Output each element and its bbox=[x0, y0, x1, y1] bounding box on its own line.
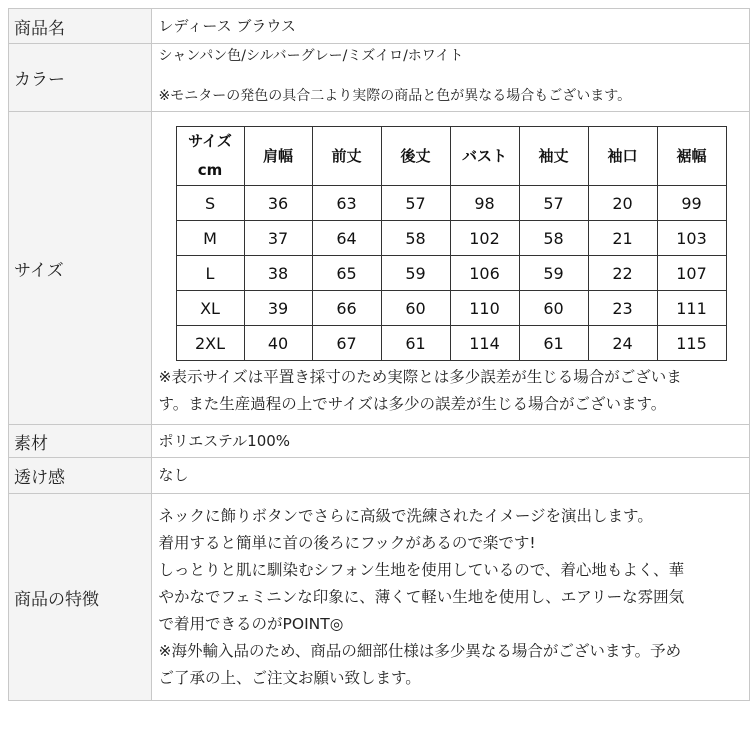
size-chart-size-cell: M bbox=[176, 221, 244, 256]
feature-line: ネックに飾りボタンでさらに高級で洗練されたイメージを演出します。 bbox=[158, 506, 653, 525]
spec-row-features bbox=[9, 494, 750, 701]
size-chart-header-cell: 後丈 bbox=[381, 127, 450, 186]
size-chart-value-cell: 115 bbox=[657, 326, 726, 361]
feature-line: で着用できるのがPOINT◎ bbox=[158, 614, 344, 633]
size-chart-row bbox=[176, 256, 726, 291]
size-chart-size-cell: 2XL bbox=[176, 326, 244, 361]
size-chart-row bbox=[176, 186, 726, 221]
size-chart-value-cell: 21 bbox=[588, 221, 657, 256]
size-chart-value-cell: 111 bbox=[657, 291, 726, 326]
size-chart-value-cell: 60 bbox=[381, 291, 450, 326]
size-chart-value-cell: 58 bbox=[381, 221, 450, 256]
size-chart-value-cell: 114 bbox=[450, 326, 519, 361]
size-chart-row bbox=[176, 326, 726, 361]
size-chart-value-cell: 57 bbox=[519, 186, 588, 221]
size-chart-value-cell: 65 bbox=[312, 256, 381, 291]
spec-row-material bbox=[9, 425, 750, 458]
feature-line: ※海外輸入品のため、商品の細部仕様は多少異なる場合がございます。予め bbox=[158, 641, 682, 660]
size-chart-value-cell: 36 bbox=[244, 186, 312, 221]
size-chart-value-cell: 59 bbox=[519, 256, 588, 291]
material-label: 素材 bbox=[9, 425, 152, 458]
size-chart-row bbox=[176, 221, 726, 256]
size-chart-value-cell: 98 bbox=[450, 186, 519, 221]
color-cell bbox=[159, 44, 749, 110]
product-name-label: 商品名 bbox=[9, 9, 152, 44]
size-chart-value-cell: 107 bbox=[657, 256, 726, 291]
size-chart-header-cell: 裾幅 bbox=[657, 127, 726, 186]
size-chart-value-cell: 61 bbox=[381, 326, 450, 361]
size-chart-value-cell: 64 bbox=[312, 221, 381, 256]
spec-row-color bbox=[9, 44, 750, 112]
size-chart-value-cell: 59 bbox=[381, 256, 450, 291]
size-chart-header-cell: 袖口 bbox=[588, 127, 657, 186]
size-chart-value-cell: 102 bbox=[450, 221, 519, 256]
spec-row-sheer bbox=[9, 458, 750, 494]
size-chart-value-cell: 66 bbox=[312, 291, 381, 326]
size-chart-value-cell: 20 bbox=[588, 186, 657, 221]
feature-line: やかなでフェミニンな印象に、薄くて軽い生地を使用し、エアリーな雰囲気 bbox=[158, 587, 685, 606]
feature-line: 着用すると簡単に首の後ろにフックがあるので楽です! bbox=[158, 533, 536, 552]
size-chart-value-cell: 24 bbox=[588, 326, 657, 361]
size-chart-value-cell: 39 bbox=[244, 291, 312, 326]
size-cell bbox=[159, 112, 749, 423]
size-chart-header-row bbox=[176, 127, 726, 186]
size-chart-value-cell: 23 bbox=[588, 291, 657, 326]
size-chart-value-cell: 110 bbox=[450, 291, 519, 326]
size-note-line-2: す。また生産過程の上でサイズは多少の誤差が生じる場合がございます。 bbox=[158, 395, 667, 413]
size-chart-value-cell: 38 bbox=[244, 256, 312, 291]
size-chart-header-cell: 前丈 bbox=[312, 127, 381, 186]
size-chart-value-cell: 106 bbox=[450, 256, 519, 291]
size-chart-value-cell: 37 bbox=[244, 221, 312, 256]
size-chart-value-cell: 57 bbox=[381, 186, 450, 221]
size-chart-value-cell: 67 bbox=[312, 326, 381, 361]
product-name-value: レディース ブラウス bbox=[151, 9, 749, 44]
product-spec-table bbox=[8, 8, 750, 701]
color-value: シャンパン色/シルバーグレー/ミズイロ/ホワイト bbox=[158, 48, 464, 64]
size-chart-row bbox=[176, 291, 726, 326]
size-chart-value-cell: 22 bbox=[588, 256, 657, 291]
feature-line: しっとりと肌に馴染むシフォン生地を使用しているので、着心地もよく、華 bbox=[158, 560, 685, 579]
color-note: ※モニターの発色の具合二より実際の商品と色が異なる場合もございます。 bbox=[158, 88, 632, 104]
size-chart-value-cell: 103 bbox=[657, 221, 726, 256]
size-chart-value-cell: 40 bbox=[244, 326, 312, 361]
size-chart-value-cell: 99 bbox=[657, 186, 726, 221]
material-value: ポリエステル100% bbox=[151, 425, 749, 458]
spec-row-size bbox=[9, 112, 750, 425]
size-chart-value-cell: 58 bbox=[519, 221, 588, 256]
size-chart-value-cell: 61 bbox=[519, 326, 588, 361]
features-cell bbox=[151, 494, 749, 701]
sheer-label: 透け感 bbox=[9, 458, 152, 494]
size-chart-size-cell: S bbox=[176, 186, 244, 221]
color-label: カラー bbox=[9, 44, 152, 112]
sheer-value: なし bbox=[151, 458, 749, 494]
size-chart-header-cell: サイズcm bbox=[176, 127, 244, 186]
spec-row-product-name bbox=[9, 9, 750, 44]
size-label: サイズ bbox=[9, 112, 152, 425]
size-note bbox=[159, 364, 750, 418]
size-chart-header-cell: 袖丈 bbox=[519, 127, 588, 186]
size-chart bbox=[176, 126, 727, 361]
size-chart-value-cell: 60 bbox=[519, 291, 588, 326]
size-note-line-1: ※表示サイズは平置き採寸のため実際とは多少誤差が生じる場合がございま bbox=[158, 368, 682, 386]
size-chart-header-cell: バスト bbox=[450, 127, 519, 186]
size-chart-header-cell: 肩幅 bbox=[244, 127, 312, 186]
size-chart-size-cell: XL bbox=[176, 291, 244, 326]
feature-line: ご了承の上、ご注文お願い致します。 bbox=[158, 668, 421, 687]
size-chart-size-cell: L bbox=[176, 256, 244, 291]
features-label: 商品の特徴 bbox=[9, 494, 152, 701]
size-chart-value-cell: 63 bbox=[312, 186, 381, 221]
